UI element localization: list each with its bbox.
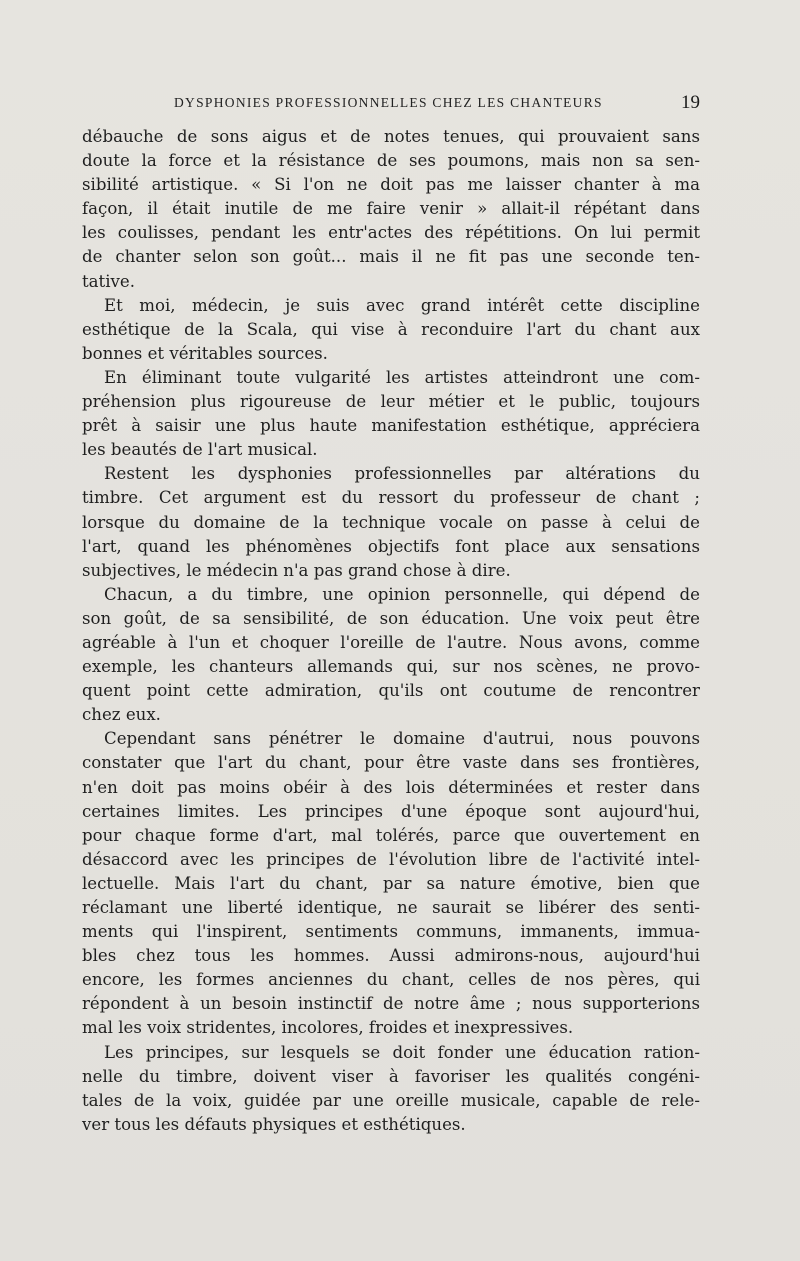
text-line: n'en doit pas moins obéir à des lois déterminées et rester dans [82, 777, 700, 797]
text-line: son goût, de sa sensibilité, de son éducation. Une voix peut être [82, 608, 700, 628]
text-line: En éliminant toute vulgarité les artistes atteindront une com- [104, 367, 700, 387]
text-line: lorsque du domaine de la technique vocale on passe à celui de [82, 512, 700, 532]
text-line: tales de la voix, guidée par une oreille musicale, capable de rele- [82, 1090, 700, 1110]
text-line: réclamant une liberté identique, ne saurait se libérer des senti- [82, 898, 700, 917]
text-line: Les principes, sur lesquels se doit fonder une éducation ration- [104, 1042, 700, 1062]
text-line: constater que l'art du chant, pour être vaste dans ses frontières, [82, 753, 700, 773]
text-line: chez eux. [82, 705, 161, 725]
text-line: tative. [82, 271, 136, 291]
text-line: les beautés de l'art musical. [82, 440, 318, 460]
text-line: certaines limites. Les principes d'une époque sont aujourd'hui, [82, 801, 700, 821]
body-text [82, 125, 700, 1137]
text-line: Et moi, médecin, je suis avec grand intérêt cette discipline [104, 295, 700, 315]
text-line: quent point cette admiration, qu'ils ont coutume de rencontrer [82, 681, 700, 701]
text-line: les coulisses, pendant les entr'actes des répétitions. On lui permit [82, 223, 700, 243]
text-line: nelle du timbre, doivent viser à favoriser les qualités congéni- [82, 1066, 700, 1086]
text-line: mal les voix stridentes, incolores, froides et inexpressives. [82, 1018, 574, 1038]
text-line: l'art, quand les phénomènes objectifs font place aux sensations [82, 536, 700, 556]
text-line: de chanter selon son goût... mais il ne fit pas une seconde ten- [82, 247, 700, 267]
text-line: façon, il était inutile de me faire venir » allait-il répétant dans [82, 199, 700, 219]
text-line: exemple, les chanteurs allemands qui, sur nos scènes, ne provo- [82, 657, 700, 677]
text-line: préhension plus rigoureuse de leur métier et le public, toujours [82, 392, 700, 412]
text-line: Chacun, a du timbre, une opinion personnelle, qui dépend de [104, 584, 700, 604]
text-line: Restent les dysphonies professionnelles par altérations du [104, 464, 700, 484]
text-line: Cependant sans pénétrer le domaine d'autrui, nous pouvons [104, 729, 700, 749]
text-line: prêt à saisir une plus haute manifestation esthétique, appréciera [82, 416, 700, 436]
text-line: lectuelle. Mais l'art du chant, par sa nature émotive, bien que [82, 873, 700, 893]
text-line: timbre. Cet argument est du ressort du professeur de chant ; [82, 488, 700, 508]
text-line: esthétique de la Scala, qui vise à reconduire l'art du chant aux [82, 319, 700, 339]
running-head: DYSPHONIES PROFESSIONNELLES CHEZ LES CHANTEURS [174, 95, 603, 110]
text-line: débauche de sons aigus et de notes tenues, qui prouvaient sans [82, 127, 700, 146]
text-line: désaccord avec les principes de l'évolution libre de l'activité intel- [82, 849, 700, 869]
page-header [82, 92, 702, 116]
text-line: doute la force et la résistance de ses poumons, mais non sa sen- [82, 151, 700, 171]
text-line: ver tous les défauts physiques et esthétiques. [82, 1114, 466, 1134]
text-line: sibilité artistique. « Si l'on ne doit pas me laisser chanter à ma [82, 175, 700, 195]
text-line: bonnes et véritables sources. [82, 343, 328, 363]
text-line: répondent à un besoin instinctif de notre âme ; nous supporterions [82, 994, 700, 1014]
text-line: pour chaque forme d'art, mal tolérés, parce que ouvertement en [82, 825, 700, 845]
text-line: bles chez tous les hommes. Aussi admirons-nous, aujourd'hui [82, 946, 700, 966]
text-line: encore, les formes anciennes du chant, celles de nos pères, qui [82, 970, 700, 990]
text-line: agréable à l'un et choquer l'oreille de l'autre. Nous avons, comme [82, 632, 700, 652]
text-line: ments qui l'inspirent, sentiments communs, immanents, immua- [82, 922, 700, 942]
page-number: 19 [681, 92, 700, 113]
text-line: subjectives, le médecin n'a pas grand chose à dire. [82, 560, 511, 580]
